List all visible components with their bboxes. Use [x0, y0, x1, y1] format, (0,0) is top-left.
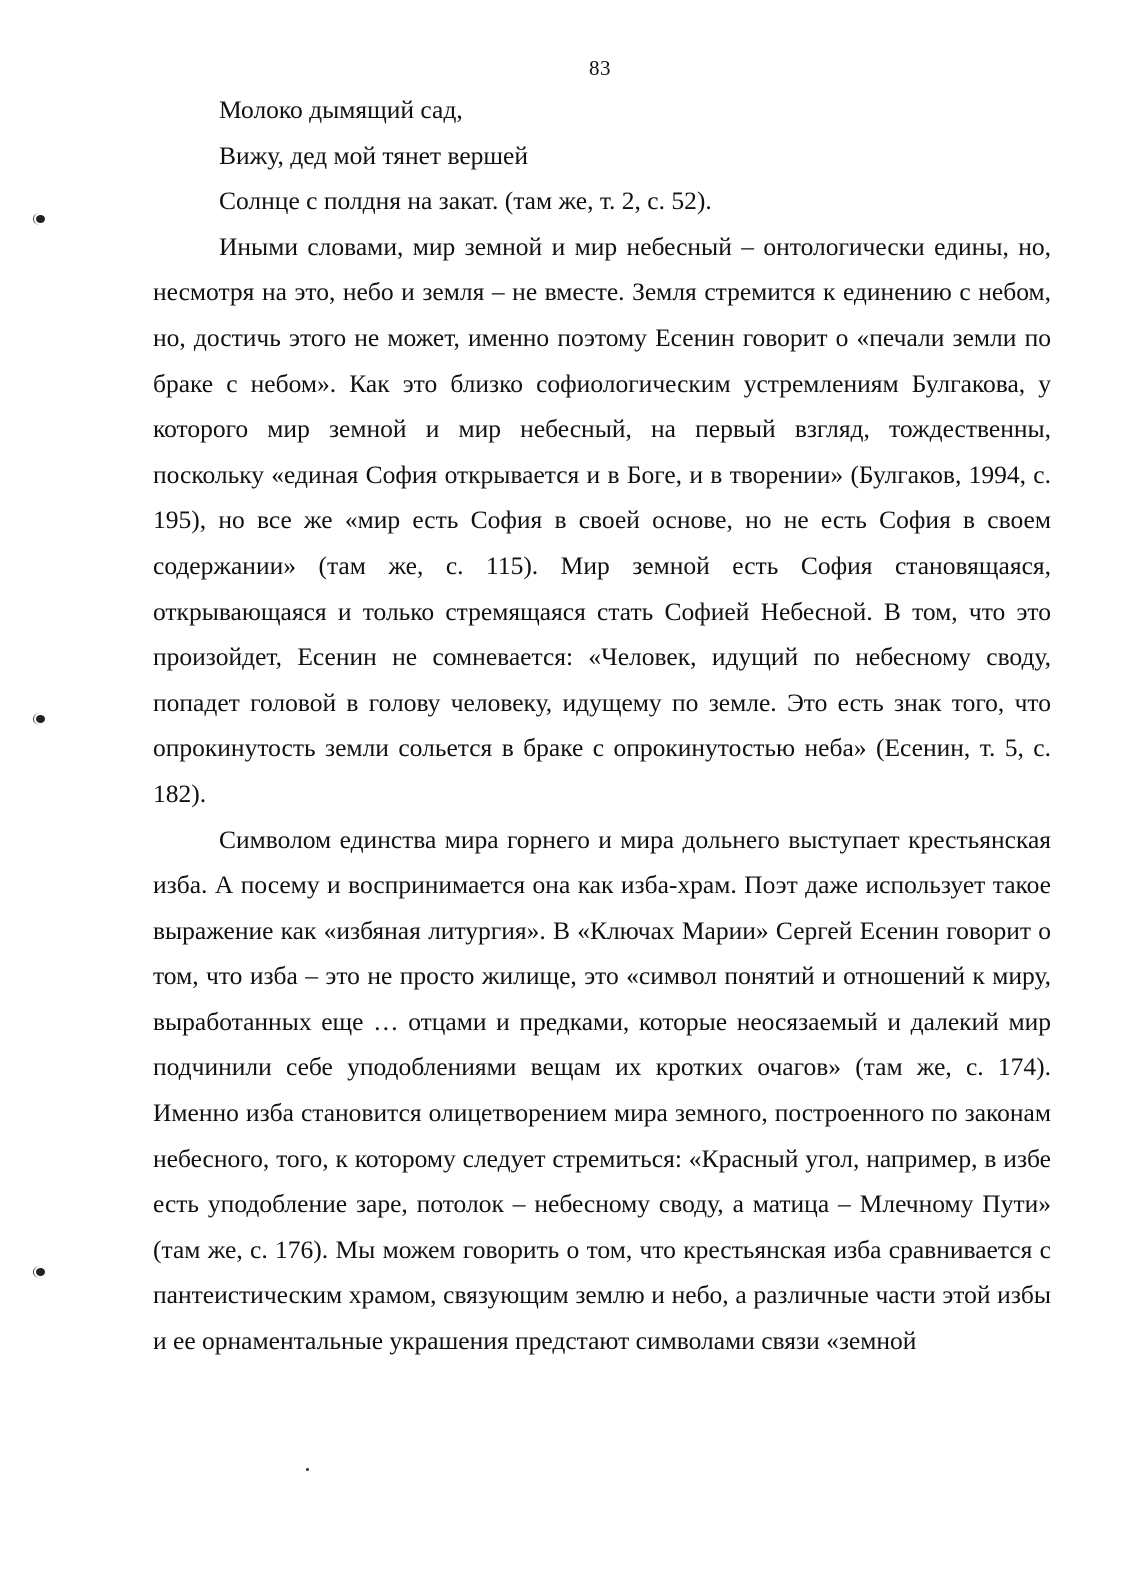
verse-quote — [153, 87, 1051, 224]
hole-punch-mark-top — [33, 213, 47, 225]
hole-punch-mark-bottom — [33, 1266, 47, 1278]
body-text — [153, 87, 1051, 1364]
verse-line: Вижу, дед мой тянет вершей — [219, 140, 529, 170]
scan-speck — [306, 1468, 309, 1471]
verse-line: Молоко дымящий сад, — [219, 95, 463, 124]
hole-punch-dot — [36, 715, 45, 723]
paragraph: Иными словами, мир земной и мир небесный – онтологически едины, но, несмотря на это, небо и земля – не вместе. Земля стремится к единению с небом, но, достичь этого не может, именно поэтому Есенин говорит о «печали земли по браке с небом». Как это близко софиологическим устремлениям Булгакова, у которого мир земной и мир небесный, на первый взгляд, тождественны, поскольку «единая София открывается и в Боге, и в творении» (Булгаков, 1994, с. 195), но все же «мир есть София в своей основе, но не есть София в своем содержании» (там же, с. 115). Мир земной есть София становящаяся, открывающаяся и только стремящаяся стать Софией Небесной. В том, что это произойдет, Есенин не сомневается: «Человек, идущий по небесному своду, попадет головой в голову человеку, идущему по земле. Это есть знак того, что опрокинутость земли сольется в браке с опрокинутостью неба» (Есенин, т. 5, с. 182). — [153, 231, 1051, 808]
hole-punch-dot — [36, 1268, 45, 1276]
hole-punch-dot — [36, 215, 45, 223]
page-number: 83 — [589, 56, 611, 80]
paragraph: Символом единства мира горнего и мира дольнего выступает крестьянская изба. А посему и воспринимается она как изба-храм. Поэт даже использует такое выражение как «избяная литургия». В «Ключах Марии» Сергей Есенин говорит о том, что изба – это не просто жилище, это «символ понятий и отношений к миру, выработанных еще … отцами и предками, которые неосязаемый и далекий мир подчинили себе уподоблениями вещам их кротких очагов» (там же, с. 174). Именно изба становится олицетворением мира земного, построенного по законам небесного, того, к которому следует стремиться: «Красный угол, например, в избе есть уподобление заре, потолок – небесному своду, а матица – Млечному Пути» (там же, с. 176). Мы можем говорить о том, что крестьянская изба сравнивается с пантеистическим храмом, связующим землю и небо, а различные части этой избы и ее орнаментальные украшения предстают символами связи «земной — [153, 824, 1051, 1356]
hole-punch-mark-middle — [33, 713, 47, 725]
verse-line: Солнце с полдня на закат. (там же, т. 2, с. 52). — [219, 186, 712, 216]
